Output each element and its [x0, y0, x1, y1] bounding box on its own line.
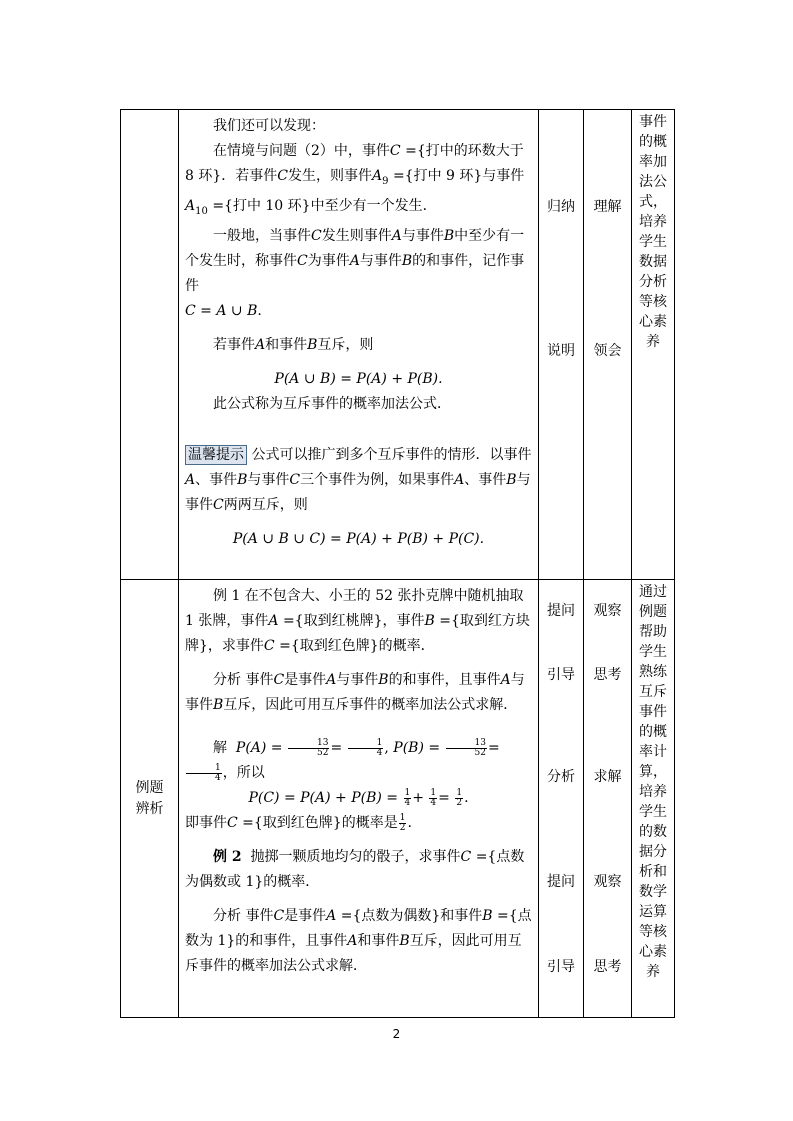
design-intent-line: 率加: [639, 154, 667, 170]
design-intent-line: 的数: [639, 824, 667, 840]
table-row-sum-event: [121, 110, 675, 580]
solution-formula: P(C) = P(A) + P(B) = $\frac{1}{4}$ + $\frac{1}{4}$ = $\frac{1}{2}$ .: [248, 787, 469, 808]
teacher-activity: 提问: [547, 874, 575, 890]
teacher-activity: 归纳: [547, 199, 575, 215]
example-2: 例 2 抛掷一颗质地均匀的骰子，求事件C ={点数为偶数或 1}的概率．: [185, 849, 525, 890]
row-label-examples: 例题 辨析: [121, 580, 179, 1018]
content-cell-sum-event: [179, 110, 539, 580]
design-intent-line: 帮助: [639, 624, 667, 640]
page-number: 2: [392, 1027, 401, 1041]
teacher-activity-cell: [539, 580, 584, 1018]
design-intent-line: 分析: [639, 274, 667, 290]
design-intent-line: 互斥: [639, 684, 667, 700]
design-intent-line: 培养: [639, 214, 667, 230]
lesson-table: [120, 109, 675, 1018]
design-intent-line: 养: [646, 334, 660, 350]
formula-generalized: P(A ∪ B ∪ C) = P(A) + P(B) + P(C).: [232, 530, 485, 547]
formula-union: C = A ∪ B: [185, 302, 258, 319]
text-paragraph: 一般地，当事件C发生则事件A与事件B中至少有一个发生时，称事件C为事件A与事件B的和事件，记作事件 C = A ∪ B.: [185, 227, 525, 319]
formula-addition: P(A ∪ B) = P(A) + P(B).: [274, 370, 443, 387]
teacher-activity: 引导: [547, 667, 575, 683]
design-intent-line: 式，: [639, 194, 667, 210]
design-intent-line: 学生: [639, 644, 667, 660]
design-intent-line: 事件: [639, 704, 667, 720]
teacher-activity-cell: [539, 110, 584, 580]
table-row-examples: [121, 580, 675, 1018]
text-paragraph: 若事件A和事件B互斥，则: [213, 336, 374, 353]
text-paragraph: 我们还可以发现：: [213, 118, 325, 134]
design-intent-line: 数据: [639, 254, 667, 270]
tip-label: 温馨提示: [185, 445, 247, 465]
design-intent-line: 等核: [639, 924, 667, 940]
design-intent-line: 等核: [639, 294, 667, 310]
design-intent-line: 运算: [639, 904, 667, 920]
design-intent-line: 学生: [639, 234, 667, 250]
design-intent-line: 养: [646, 964, 660, 980]
design-intent-line: 心素: [639, 944, 667, 960]
student-activity: 领会: [593, 343, 622, 359]
design-intent-line: 的概: [639, 134, 667, 150]
design-intent-cell: [632, 580, 675, 1018]
teacher-activity: 引导: [547, 959, 575, 975]
teacher-activity: 提问: [547, 603, 575, 619]
analysis-2: 分析 事件C是事件A ={点数为偶数}和事件B ={点数为 1}的和事件，且事件A和事件B互斥，因此可用互斥事件的概率加法公式求解．: [185, 908, 532, 974]
student-activity-cell: [584, 580, 632, 1018]
design-intent-line: 法公: [639, 174, 667, 190]
analysis-1: 分析 事件C是事件A与事件B的和事件，且事件A与事件B互斥，因此可用互斥事件的概率加法公式求解．: [185, 672, 525, 713]
student-activity: 观察: [593, 603, 622, 619]
design-intent-cell: [632, 110, 675, 580]
teacher-activity: 说明: [547, 343, 575, 359]
example-1: 例 1 在不包含大、小王的 52 张扑克牌中随机抽取 1 张牌，事件A ={取到红桃牌}，事件B ={取到红方块牌}，求事件C ={取到红色牌}的概率．: [185, 588, 530, 654]
student-activity: 思考: [593, 959, 622, 975]
design-intent-line: 算，: [639, 764, 667, 780]
design-intent-line: 培养: [639, 784, 667, 800]
student-activity: 理解: [593, 199, 622, 215]
solution-1: 解 P(A) = $\frac{13}{52}$ = $\frac{1}{4}$ , P(B) = $\frac{13}{52}$ = $\frac{1}{4}$ ，所以: [185, 736, 532, 786]
text-paragraph: 此公式称为互斥事件的概率加法公式．: [213, 395, 451, 412]
student-activity: 求解: [593, 769, 622, 785]
design-intent-text: [632, 110, 674, 354]
design-intent-line: 通过: [639, 584, 667, 600]
content-cell-examples: [179, 580, 539, 1018]
design-intent-line: 心素: [639, 314, 667, 330]
student-activity: 思考: [593, 667, 622, 683]
design-intent-line: 据分: [639, 844, 667, 860]
design-intent-line: 学生: [639, 804, 667, 820]
conclusion-1: 即事件C ={取到红色牌}的概率是 $\frac{1}{2}$ .: [185, 812, 412, 833]
design-intent-line: 熟练: [639, 664, 667, 680]
design-intent-line: 事件: [639, 114, 667, 130]
design-intent-line: 数学: [639, 884, 667, 900]
design-intent-line: 率计: [639, 744, 667, 760]
design-intent-line: 例题: [639, 604, 667, 620]
student-activity: 观察: [593, 874, 622, 890]
design-intent-text: [632, 580, 674, 984]
row-label-empty: [121, 110, 179, 580]
tip-paragraph: 温馨提示 公式可以推广到多个互斥事件的情形．以事件A、事件B与事件C三个事件为例，如果事件A、事件B与事件C两两互斥，则: [185, 446, 532, 513]
text-paragraph: 在情境与问题（2）中，事件C ={打中的环数大于 8 环}．若事件C发生，则事件$A_9$ ={打中 9 环}与事件$A_{10}$ ={打中 10 环}中至少有一个发生．: [185, 143, 525, 217]
design-intent-line: 的概: [639, 724, 667, 740]
design-intent-line: 析和: [639, 864, 667, 880]
student-activity-cell: [584, 110, 632, 580]
teacher-activity: 分析: [547, 769, 575, 785]
